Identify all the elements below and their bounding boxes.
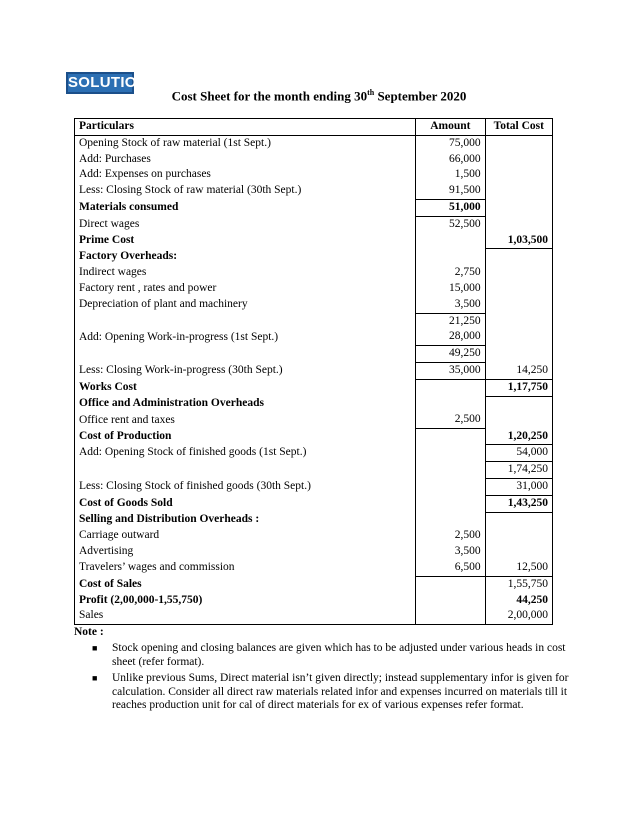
row-particular: Prime Cost	[75, 233, 416, 249]
table-row	[75, 152, 553, 168]
row-total	[485, 183, 552, 199]
row-amount	[416, 608, 485, 624]
row-particular: Factory Overheads:	[75, 249, 416, 265]
row-amount: 28,000	[416, 329, 485, 345]
row-total	[485, 135, 552, 151]
row-particular: Advertising	[75, 544, 416, 560]
note-list	[74, 642, 574, 713]
row-total	[485, 167, 552, 183]
row-amount	[416, 379, 485, 396]
row-particular: Opening Stock of raw material (1st Sept.)	[75, 135, 416, 151]
row-total	[485, 265, 552, 281]
row-total	[485, 199, 552, 216]
row-amount: 15,000	[416, 281, 485, 297]
row-amount	[416, 479, 485, 496]
row-amount: 35,000	[416, 362, 485, 379]
title-main: Cost Sheet for the month ending 30	[171, 88, 368, 104]
row-amount: 6,500	[416, 560, 485, 576]
table-row	[75, 346, 553, 363]
row-total: 1,03,500	[485, 233, 552, 249]
header-particulars: Particulars	[75, 119, 416, 136]
row-particular: Travelers’ wages and commission	[75, 560, 416, 576]
row-particular: Carriage outward	[75, 528, 416, 544]
table-row	[75, 233, 553, 249]
row-particular: Less: Closing Stock of finished goods (30th Sept.)	[75, 479, 416, 496]
row-total	[485, 313, 552, 329]
row-total	[485, 412, 552, 428]
row-total: 1,55,750	[485, 576, 552, 592]
table-row	[75, 445, 553, 462]
row-total: 1,74,250	[485, 462, 552, 479]
row-particular: Less: Closing Work-in-progress (30th Sept.)	[75, 362, 416, 379]
row-total	[485, 281, 552, 297]
table-row	[75, 429, 553, 445]
row-particular: Selling and Distribution Overheads :	[75, 512, 416, 528]
table-row	[75, 495, 553, 512]
table-row	[75, 544, 553, 560]
row-particular: Add: Purchases	[75, 152, 416, 168]
title-rest: September 2020	[374, 88, 467, 104]
row-amount	[416, 593, 485, 609]
row-particular: Cost of Goods Sold	[75, 495, 416, 512]
cost-sheet-table	[74, 118, 553, 625]
solution-badge: SOLUTION	[66, 72, 134, 94]
row-total	[485, 152, 552, 168]
row-total	[485, 512, 552, 528]
row-amount: 2,500	[416, 528, 485, 544]
row-particular: Office and Administration Overheads	[75, 396, 416, 412]
row-particular: Direct wages	[75, 216, 416, 232]
row-amount: 21,250	[416, 313, 485, 329]
row-total	[485, 346, 552, 363]
row-amount	[416, 445, 485, 462]
table-row	[75, 249, 553, 265]
row-total: 44,250	[485, 593, 552, 609]
table-row	[75, 560, 553, 576]
row-particular: Sales	[75, 608, 416, 624]
row-particular: Cost of Sales	[75, 576, 416, 592]
title-sup: th	[367, 88, 375, 97]
row-particular: Depreciation of plant and machinery	[75, 297, 416, 313]
row-particular: Cost of Production	[75, 429, 416, 445]
note-text: Stock opening and closing balances are given which has to be adjusted under various heads in cost sheet (refer format).	[112, 642, 566, 668]
row-amount: 91,500	[416, 183, 485, 199]
note-item	[92, 672, 574, 713]
row-amount: 66,000	[416, 152, 485, 168]
row-total	[485, 216, 552, 232]
row-total	[485, 329, 552, 345]
row-amount: 2,500	[416, 412, 485, 428]
row-amount	[416, 249, 485, 265]
header-amount: Amount	[416, 119, 485, 136]
row-amount: 51,000	[416, 199, 485, 216]
row-amount: 52,500	[416, 216, 485, 232]
row-total	[485, 297, 552, 313]
row-total: 31,000	[485, 479, 552, 496]
table-header-row	[75, 119, 553, 136]
table-row	[75, 199, 553, 216]
table-row	[75, 396, 553, 412]
row-amount	[416, 396, 485, 412]
row-particular: Add: Opening Work-in-progress (1st Sept.)	[75, 329, 416, 345]
table-row	[75, 167, 553, 183]
note-section	[74, 626, 574, 716]
table-row	[75, 281, 553, 297]
row-amount: 3,500	[416, 297, 485, 313]
row-particular: Profit (2,00,000-1,55,750)	[75, 593, 416, 609]
row-particular: Works Cost	[75, 379, 416, 396]
row-total: 14,250	[485, 362, 552, 379]
row-amount: 49,250	[416, 346, 485, 363]
row-total: 54,000	[485, 445, 552, 462]
table-row	[75, 265, 553, 281]
header-total-cost: Total Cost	[485, 119, 552, 136]
row-particular	[75, 346, 416, 363]
table-row	[75, 313, 553, 329]
row-total	[485, 396, 552, 412]
note-item	[92, 642, 574, 669]
table-row	[75, 412, 553, 428]
row-amount: 75,000	[416, 135, 485, 151]
bullet-icon: ■	[92, 643, 98, 653]
row-amount: 1,500	[416, 167, 485, 183]
table-row	[75, 479, 553, 496]
note-text: Unlike previous Sums, Direct material isn’t given directly; instead supplementary infor is given for calculation. Consider all direct raw materials related infor and expenses incurred on materials till it reaches production unit for cal of direct materials for ex of various expenses refer format.	[112, 672, 569, 711]
row-total: 2,00,000	[485, 608, 552, 624]
table-row	[75, 297, 553, 313]
table-row	[75, 183, 553, 199]
row-total: 1,17,750	[485, 379, 552, 396]
table-row	[75, 593, 553, 609]
row-amount	[416, 495, 485, 512]
row-particular: Add: Opening Stock of finished goods (1st Sept.)	[75, 445, 416, 462]
row-particular: Less: Closing Stock of raw material (30th Sept.)	[75, 183, 416, 199]
row-amount: 3,500	[416, 544, 485, 560]
page-title	[0, 88, 638, 104]
row-particular: Office rent and taxes	[75, 412, 416, 428]
row-amount: 2,750	[416, 265, 485, 281]
table-row	[75, 462, 553, 479]
row-particular	[75, 462, 416, 479]
row-total: 1,43,250	[485, 495, 552, 512]
table-row	[75, 576, 553, 592]
table-row	[75, 362, 553, 379]
row-total: 1,20,250	[485, 429, 552, 445]
row-amount	[416, 512, 485, 528]
table-row	[75, 135, 553, 151]
row-total: 12,500	[485, 560, 552, 576]
table-body	[75, 135, 553, 624]
table-row	[75, 329, 553, 345]
row-amount	[416, 462, 485, 479]
bullet-icon: ■	[92, 673, 98, 683]
table-row	[75, 216, 553, 232]
row-total	[485, 544, 552, 560]
row-amount	[416, 233, 485, 249]
table-row	[75, 379, 553, 396]
row-particular: Add: Expenses on purchases	[75, 167, 416, 183]
row-particular: Factory rent , rates and power	[75, 281, 416, 297]
row-particular: Materials consumed	[75, 199, 416, 216]
table-row	[75, 608, 553, 624]
row-particular	[75, 313, 416, 329]
row-total	[485, 528, 552, 544]
row-total	[485, 249, 552, 265]
note-heading: Note :	[74, 626, 104, 638]
row-amount	[416, 576, 485, 592]
table-row	[75, 528, 553, 544]
row-amount	[416, 429, 485, 445]
table-row	[75, 512, 553, 528]
row-particular: Indirect wages	[75, 265, 416, 281]
